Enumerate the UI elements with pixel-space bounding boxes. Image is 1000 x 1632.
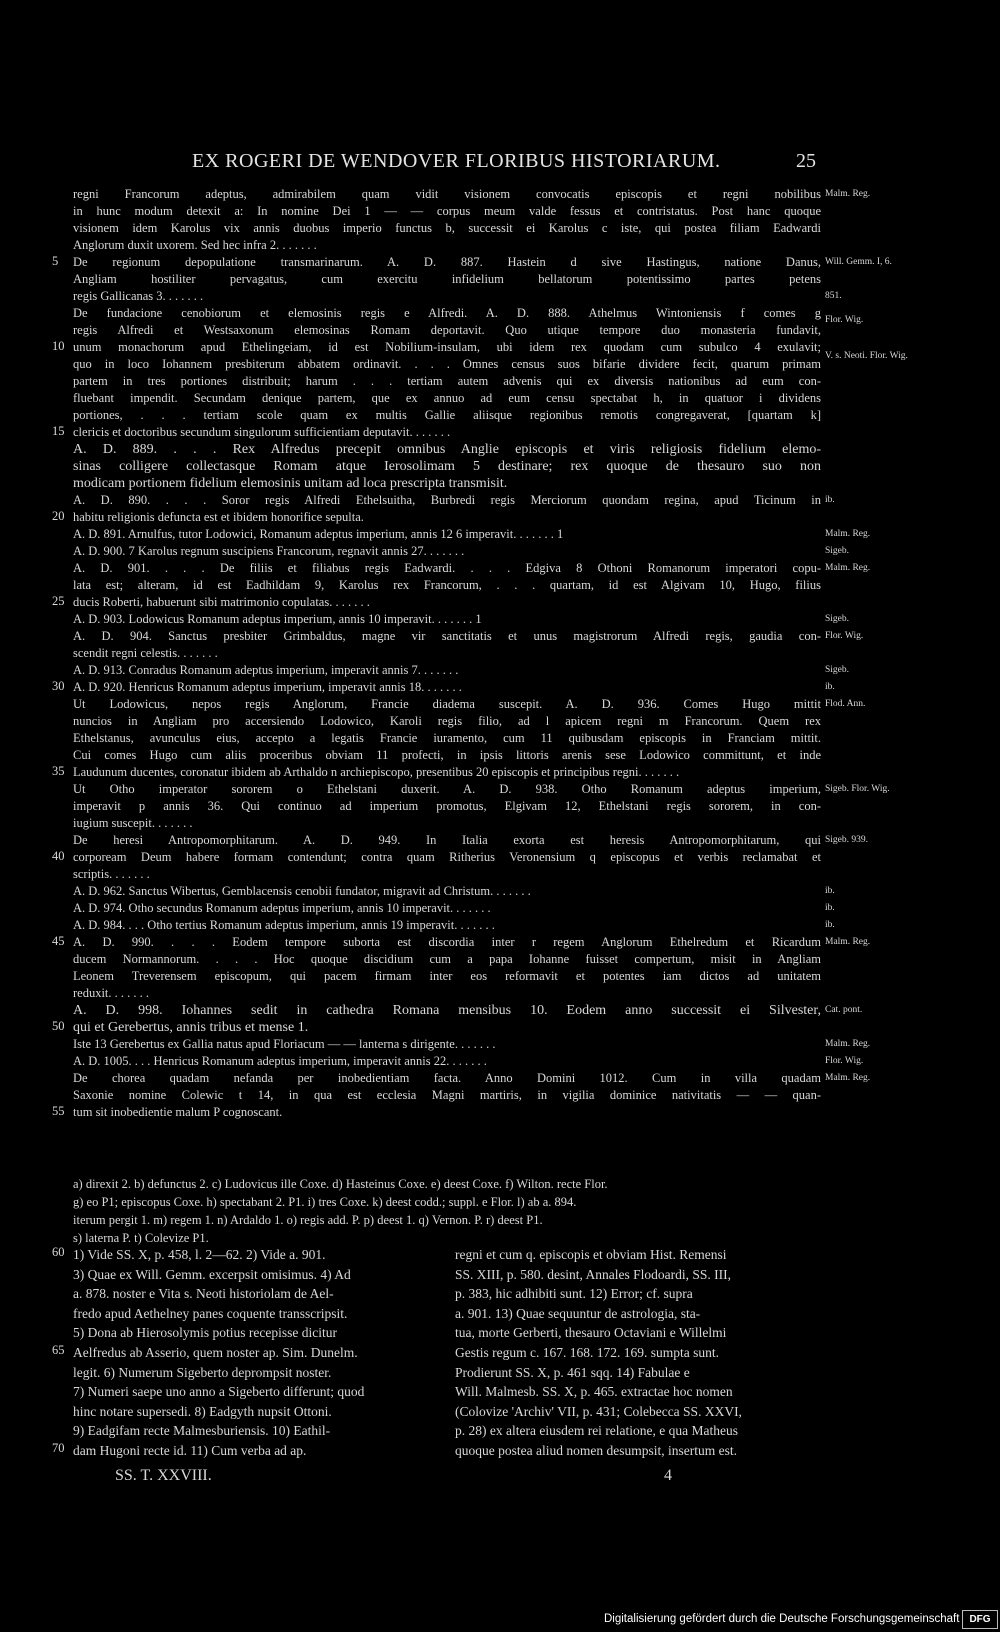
variant-line: iterum pergit 1. m) regem 1. n) Ardaldo 1. o) regis add. P. p) deest 1. q) Vernon. P. r) deest P1. — [73, 1213, 543, 1227]
footnote-line: 5) Dona ab Hierosolymis potius recepisse dicitur — [73, 1325, 337, 1341]
margin-source: ib. — [825, 495, 835, 505]
text-line: A. D. 889. . . . Rex Alfredus precepit omnibus Anglie episcopis et viris religiosis fidelium elemo- — [73, 442, 821, 457]
digitization-credit: Digitalisierung gefördert durch die Deutsche Forschungsgemeinschaft — [604, 1613, 960, 1625]
footnote-line: a. 878. noster e Vita s. Neoti historiolam de Ael- — [73, 1286, 334, 1302]
line-number: 50 — [52, 1019, 65, 1033]
margin-source: Malm. Reg. — [825, 529, 871, 539]
margin-source: Sigeb. 939. — [825, 835, 869, 845]
text-line: Laudunum ducentes, coronatur ibidem ab Arthaldo n archiepiscopo, presentibus 20 episcopis et principibus regni. . . . . . . — [73, 765, 680, 779]
text-line: Saxonie nomine Colewic t 14, in qua est ecclesia Magni martiris, in vigilia dominice nativitatis — — quan- — [73, 1088, 821, 1102]
text-line: qui et Gerebertus, annis tribus et mense 1. — [73, 1020, 309, 1035]
text-line: iugium suscepit. . . . . . . — [73, 816, 193, 830]
running-header: EX ROGERI DE WENDOVER FLORIBUS HISTORIARUM. — [192, 150, 721, 172]
footnote-line: p. 383, hic adhibiti sunt. 12) Error; cf. supra — [455, 1286, 693, 1302]
margin-source: Flor. Wig. — [825, 1056, 864, 1066]
text-line: imperavit p annis 36. Qui continuo ad imperium promotus, Elgivam 12, Ethelstani regis sororem, in con- — [73, 799, 821, 813]
margin-source: Flod. Ann. — [825, 699, 866, 709]
footnote-line: a. 901. 13) Quae sequuntur de astrologia, sta- — [455, 1305, 701, 1321]
text-line: regis Gallicanas 3. . . . . . . — [73, 289, 204, 303]
text-line: sinas colligere collectasque Romam atque Ierosolimam 5 destinare; rex quoque de thesauro suo non — [73, 459, 821, 474]
footnote-line: 3) Quae ex Will. Gemm. excerpsit omisimus. 4) Ad — [73, 1266, 351, 1282]
text-line: unum monachorum apud Ethelingeiam, id est Nobilium-insulam, ubi idem rex quodam cum subulco 4 exulavit; — [73, 340, 821, 354]
margin-source: Malm. Reg. — [825, 189, 871, 199]
footnote-line: fredo apud Aethelney panes coquente transscripsit. — [73, 1305, 348, 1321]
variant-line: a) direxit 2. b) defunctus 2. c) Ludovicus ille Coxe. d) Hasteinus Coxe. e) deest Coxe. f) Wilton. recte Flor. — [73, 1177, 608, 1191]
variant-line: s) laterna P. t) Colevize P1. — [73, 1231, 209, 1245]
margin-source: Cat. pont. — [825, 1005, 863, 1015]
text-line: tum sit inobedientie malum P cognoscant. — [73, 1105, 283, 1119]
volume-signature: SS. T. XXVIII. — [115, 1467, 212, 1484]
text-line: nuncios in Angliam pro accersiendo Lodowico, Karoli regis filio, ad l apicem regni m Francorum. Quem rex — [73, 714, 821, 728]
text-line: A. D. 891. Arnulfus, tutor Lodowici, Romanum adeptus imperium, annis 12 6 imperavit. . . . . . . 1 — [73, 527, 564, 541]
margin-source: Malm. Reg. — [825, 937, 871, 947]
footnote-line: dam Hugoni recte id. 11) Cum verba ad ap. — [73, 1443, 307, 1458]
footnote-line: 7) Numeri saepe uno anno a Sigeberto differunt; quod — [73, 1384, 365, 1400]
text-line: reduxit. . . . . . . — [73, 986, 150, 1000]
text-line: corpoream Deum habere formam contendunt; contra quam Ritherius Veronensium q episcopus et verbis reclamabat et — [73, 850, 821, 864]
text-line: A. D. 962. Sanctus Wibertus, Gemblacensis cenobii fundator, migravit ad Christum. . . . . . . — [73, 884, 531, 898]
text-line: habitu religionis defuncta est et ibidem honorifice sepulta. — [73, 510, 364, 524]
text-line: ducem Normannorum. . . . Hoc quoque discidium cum a papa Iohanne fuisset compertum, misit in Angliam — [73, 952, 821, 966]
line-number: 40 — [52, 849, 65, 863]
text-line: De regionum depopulatione transmarinarum. A. D. 887. Hastein d sive Hastingus, natione Danus, — [73, 255, 821, 269]
line-number: 65 — [52, 1343, 65, 1357]
margin-source: Malm. Reg. — [825, 1039, 871, 1049]
footnote-line: quoque postea aliud nomen desumpsit, insertum est. — [455, 1443, 737, 1458]
text-line: A. D. 984. . . . Otho tertius Romanum adeptus imperium, annis 19 imperavit. . . . . . . — [73, 918, 495, 932]
text-line: portiones, . . . tertiam scole quam ex multis Gallie aliisque regionibus remotis congregaverat, [quartam k] — [73, 408, 821, 422]
dfg-logo: DFG — [962, 1610, 998, 1629]
footnote-line: 9) Eadgifam recte Malmesburiensis. 10) Eathil- — [73, 1423, 331, 1439]
text-line: A. D. 990. . . . Eodem tempore suborta est discordia inter r regem Anglorum Ethelredum et Ricardum — [73, 935, 821, 949]
margin-source: Flor. Wig. — [825, 631, 864, 641]
text-line: scriptis. . . . . . . — [73, 867, 150, 881]
text-line: modicam portionem fidelium elemosinis unitam ad loca prescripta transmisit. — [73, 476, 508, 491]
line-number: 55 — [52, 1104, 65, 1118]
text-line: visionem idem Karolus vix annis duobus imperio functus b, successit ei Karolus c iste, qui postea filiam Eadwardi — [73, 221, 821, 235]
margin-source: Malm. Reg. — [825, 563, 871, 573]
line-number: 25 — [52, 594, 65, 608]
margin-source: ib. — [825, 682, 835, 692]
line-number: 45 — [52, 934, 65, 948]
text-line: De heresi Antropomorphitarum. A. D. 949. In Italia exorta est heresis Antropomorphitarum, qui — [73, 833, 821, 847]
margin-source: Sigeb. — [825, 665, 850, 675]
footnote-line: SS. XIII, p. 580. desint, Annales Flodoardi, SS. III, — [455, 1266, 731, 1282]
text-line: lata est; alteram, id est Eadhildam 9, Karolus rex Francorum, . . . quartam, id est Algivam 10, Hugo, filius — [73, 578, 821, 592]
footnote-line: p. 28) ex altera eiusdem rei relatione, e qua Matheus — [455, 1423, 739, 1439]
text-line: De fundacione cenobiorum et elemosinis regis e Alfredi. A. D. 888. Athelmus Wintoniensis f comes g — [73, 306, 821, 320]
text-line: A. D. 904. Sanctus presbiter Grimbaldus, magne vir sanctitatis et unus magistrorum Alfredi regis, gaudia con- — [73, 629, 821, 643]
line-number: 35 — [52, 764, 65, 778]
margin-source: V. s. Neoti. Flor. Wig. — [825, 350, 908, 361]
text-line: Leonem Treverensem episcopum, qui pacem firmam inter eos reformavit et potentes iam dictos ad unitatem — [73, 969, 821, 983]
text-line: fluebant impendit. Secundam denique partem, que ex annuo ad eum censu spectabat h, in quatuor i dividens — [73, 391, 821, 405]
text-line: quo in loco Iohannem presbiterum abbatem ordinavit. . . . Omnes census suos bifarie dividere fecit, quarum primam — [73, 357, 821, 371]
margin-source: ib. — [825, 903, 835, 913]
footnote-line: (Colovize 'Archiv' VII, p. 431; Colebecca SS. XXVI, — [455, 1403, 742, 1419]
footnote-line: 1) Vide SS. X, p. 458, l. 2—62. 2) Vide a. 901. — [73, 1247, 326, 1262]
line-number: 10 — [52, 339, 65, 353]
text-line: Iste 13 Gerebertus ex Gallia natus apud Floriacum — — lanterna s dirigente. . . . . . . — [73, 1037, 496, 1051]
margin-source: ib. — [825, 920, 835, 930]
text-line: A. D. 974. Otho secundus Romanum adeptus imperium, annis 10 imperavit. . . . . . . — [73, 901, 491, 915]
footnote-line: regni et cum q. episcopis et obviam Hist. Remensi — [455, 1247, 727, 1262]
footnote-line: Aelfredus ab Asserio, quem noster ap. Sim. Dunelm. — [73, 1345, 358, 1360]
text-line: Anglorum duxit uxorem. Sed hec infra 2. . . . . . . — [73, 238, 317, 252]
margin-source: Will. Gemm. I, 6. — [825, 257, 892, 267]
line-number: 30 — [52, 679, 65, 693]
variant-line: g) eo P1; episcopus Coxe. h) spectabant 2. P1. i) tres Coxe. k) deest codd.; suppl. e Flor. l) ab a. 894. — [73, 1195, 577, 1209]
text-line: A. D. 913. Conradus Romanum adeptus imperium, imperavit annis 7. . . . . . . — [73, 663, 459, 677]
text-line: A. D. 901. . . . De filiis et filiabus regis Eadwardi. . . . Edgiva 8 Othoni Romanorum imperatori copu- — [73, 561, 821, 575]
footnote-line: hinc notare supersedi. 8) Eadgyth nupsit Ottoni. — [73, 1403, 332, 1419]
text-line: A. D. 890. . . . Soror regis Alfredi Ethelsuitha, Burbredi regis Merciorum quondam regina, apud Ticinum in — [73, 493, 821, 507]
margin-source: Flor. Wig. — [825, 314, 864, 325]
text-line: A. D. 920. Henricus Romanum adeptus imperium, imperavit annis 18. . . . . . . — [73, 680, 462, 694]
margin-source: ib. — [825, 886, 835, 896]
page-number: 25 — [796, 150, 816, 172]
text-line: scendit regni celestis. . . . . . . — [73, 646, 218, 660]
text-line: regis Alfredi et Westsaxonum elemosinas Romam deportavit. Quo utique tempore duo monasteria fundavit, — [73, 323, 821, 337]
text-line: De chorea quadam nefanda per inobedientiam facta. Anno Domini 1012. Cum in villa quadam — [73, 1071, 821, 1085]
text-line: Ut Otho imperator sororem o Ethelstani duxerit. A. D. 938. Otho Romanum adeptus imperium, — [73, 782, 821, 796]
line-number: 60 — [52, 1245, 65, 1259]
line-number: 5 — [52, 254, 59, 268]
line-number: 20 — [52, 509, 65, 523]
footnote-line: Will. Malmesb. SS. X, p. 465. extractae hoc nomen — [455, 1384, 733, 1400]
footnote-line: Gestis regum c. 167. 168. 172. 169. sumpta sunt. — [455, 1345, 719, 1360]
text-line: in hunc modum detexit a: In nomine Dei 1 — — corpus meum valde fessus et contristatus. Post hanc quoque — [73, 204, 821, 218]
text-line: A. D. 900. 7 Karolus regnum suscipiens Francorum, regnavit annis 27. . . . . . . — [73, 544, 465, 558]
text-line: A. D. 903. Lodowicus Romanum adeptus imperium, annis 10 imperavit. . . . . . . 1 — [73, 612, 482, 626]
text-line: Ut Lodowicus, nepos regis Anglorum, Francie diadema suscepit. A. D. 936. Comes Hugo mittit — [73, 697, 821, 711]
text-line: ducis Roberti, habuerunt sibi matrimonio copulatas. . . . . . . — [73, 595, 370, 609]
text-line: A. D. 1005. . . . Henricus Romanum adeptus imperium, imperavit annis 22. . . . . . . — [73, 1054, 487, 1068]
text-line: Cui comes Hugo cum aliis proceribus obviam 11 profecti, in ipsis littoris arenis sese Lodowico committunt, et inde — [73, 748, 821, 762]
footnote-line: tua, morte Gerberti, thesauro Octaviani e Willelmi — [455, 1325, 727, 1341]
sheet-signature: 4 — [664, 1467, 672, 1484]
margin-source: Sigeb. — [825, 546, 850, 556]
footnote-line: Prodierunt SS. X, p. 461 sqq. 14) Fabulae e — [455, 1364, 690, 1380]
text-line: regni Francorum adeptus, admirabilem quam vidit visionem convocatis episcopis et regni nobilibus — [73, 187, 821, 201]
margin-source: Malm. Reg. — [825, 1073, 871, 1083]
margin-source: Sigeb. Flor. Wig. — [825, 784, 890, 794]
text-line: Angliam hostiliter pervagatus, cum exercitu infidelium bellatorum potentissimo partes petens — [73, 272, 821, 286]
text-line: partem in tres portiones distribuit; harum . . . tertiam autem advenis qui ex diversis nationibus ad eum con- — [73, 374, 821, 388]
line-number: 15 — [52, 424, 65, 438]
text-line: A. D. 998. Iohannes sedit in cathedra Romana mensibus 10. Eodem anno successit ei Silvester, — [73, 1003, 821, 1018]
text-line: clericis et doctoribus secundum singulorum sufficientiam deputavit. . . . . . . — [73, 425, 451, 439]
text-line: Ethelstanus, avunculus eius, accepto a legatis Francie iuramento, cum 11 quibusdam episcopis in Franciam mittit. — [73, 731, 821, 745]
footnote-line: legit. 6) Numerum Sigeberto deprompsit noster. — [73, 1364, 332, 1380]
margin-source: Sigeb. — [825, 614, 850, 624]
margin-source: 851. — [825, 291, 842, 301]
line-number: 70 — [52, 1441, 65, 1455]
